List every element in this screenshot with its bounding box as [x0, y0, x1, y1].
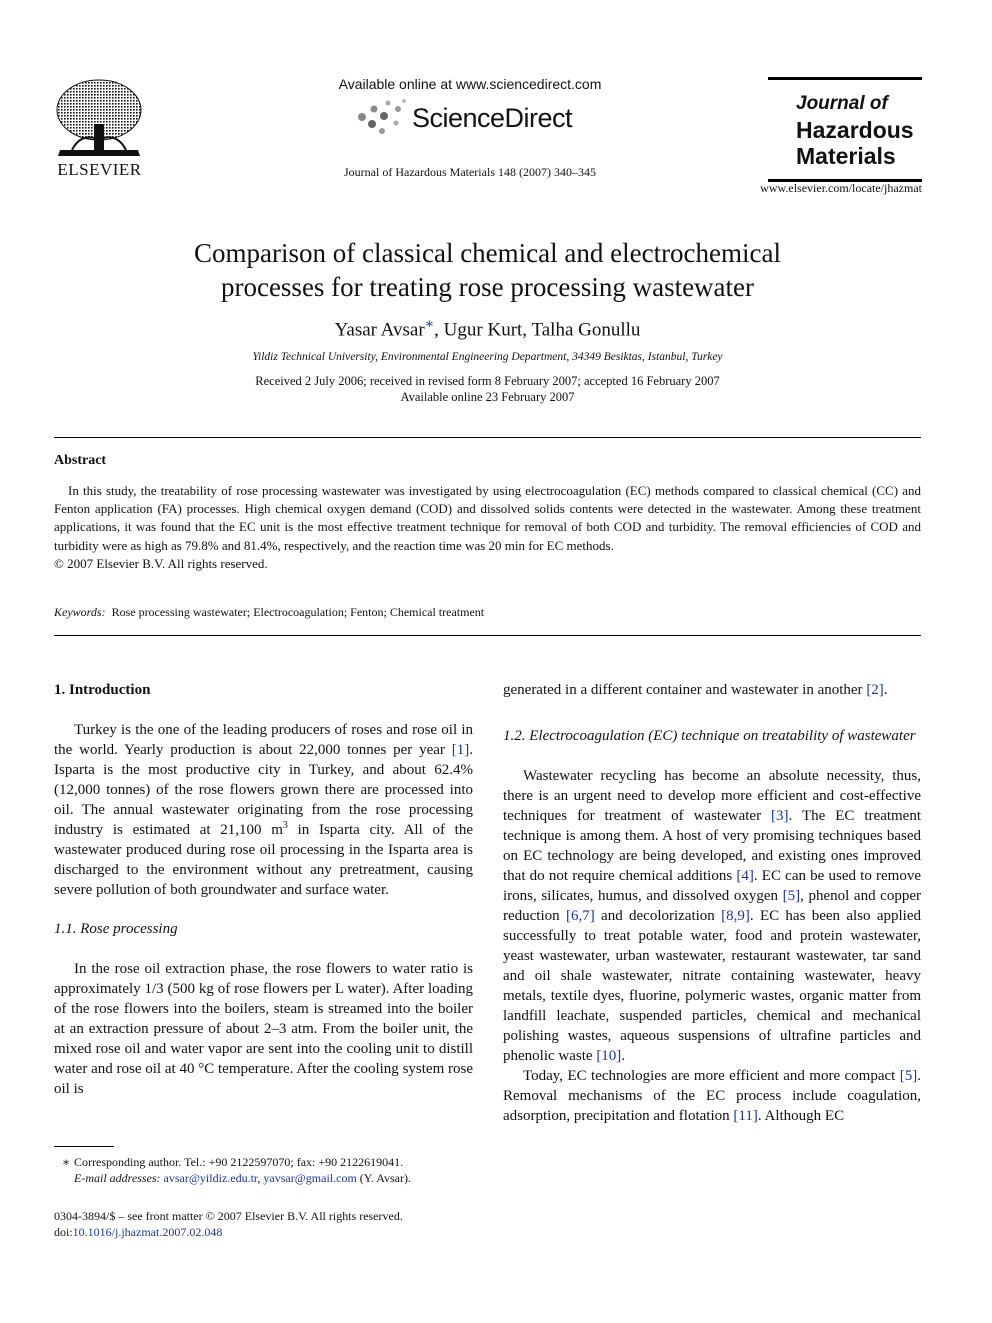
ec-paragraph-1: Wastewater recycling has become an absolute necessity, thus, there is an urgent need to develop more efficient and cost-effective techniques for treatment of wastewater [3]. The EC treatment technique is among them. A host of very promising techniques based on EC technology are being developed, and existing ones improved that do not require chemical additions [4]. EC can be used to remove irons, silicates, humus, and dissolved oxygen [5], phenol and copper reduction [6,7] and decolorization [8,9]. EC has been also applied successfully to treat potable water, food and protein wastewater, yeast wastewater, urban wastewater, restaurant wastewater, tar sand and oil shale wastewater, nitrate containing wastewater, heavy metals, textile dyes, fluorine, polymeric wastes, organic matter from landfill leachate, suspended particles, chemical and mechanical polishing wastes, aqueous suspensions of ultrafine particles and phenolic waste [10].: [503, 768, 922, 1064]
email-link-2[interactable]: yavsar@gmail.com: [263, 1171, 357, 1185]
corresponding-author-note: ∗ Corresponding author. Tel.: +90 2122597070; fax: +90 2122619041.: [62, 1155, 404, 1169]
rose-processing-paragraph: In the rose oil extraction phase, the rose flowers to water ratio is approximately 1/3 (500 kg of rose flowers per L water). After loading of the rose flowers into the boilers, steam is streamed into the boiler at an extraction pressure of about 2–3 atm. From the boiler unit, the mixed rose oil and water vapor are sent into the cooling unit to distill water and rose oil at 40 °C temperature. After the cooling system rose oil is: [54, 961, 473, 1097]
other-authors: , Ugur Kurt, Talha Gonullu: [434, 319, 641, 341]
section-1-heading: 1. Introduction: [54, 682, 151, 698]
article-title: [100, 236, 875, 304]
abstract-heading: Abstract: [54, 453, 107, 468]
available-online-text: Available online at www.sciencedirect.com: [338, 76, 602, 92]
footnote-mark: ∗: [62, 1155, 71, 1169]
author-1: Yasar Avsar: [334, 319, 425, 341]
abstract-copyright: © 2007 Elsevier B.V. All rights reserved.: [54, 555, 268, 571]
sciencedirect-dots-icon: [352, 97, 412, 139]
elsevier-tree-icon: [52, 76, 147, 158]
title-line-2: processes for treating rose processing wastewater: [220, 272, 755, 302]
corresponding-author-mark[interactable]: ∗: [424, 317, 435, 332]
elsevier-logo[interactable]: [52, 76, 147, 180]
right-column: [503, 680, 921, 1126]
journal-title-line2: Hazardous: [796, 117, 914, 143]
left-column: [54, 680, 473, 1099]
intro-paragraph: Turkey is the one of the leading producers of roses and rose oil in the world. Yearly production is about 22,000 tonnes per year [1]. Isparta is the most productive city in Turkey, and about 62.4% (12,000 tonnes) of the rose flowers grown there are processed into oil. The annual wastewater originating from the rose processing industry is estimated at 21,100 $m^3$ in Isparta city. All of the wastewater produced during rose oil processing in the Isparta area is discharged to the environment without any pretreatment, causing severe pollution of both groundwater and surface water.: [54, 722, 473, 898]
citation-6-7[interactable]: [6,7]: [565, 908, 595, 924]
elsevier-wordmark: ELSEVIER: [57, 160, 142, 179]
title-line-1: Comparison of classical chemical and electrochemical: [194, 238, 781, 268]
ec-paragraph-2: Today, EC technologies are more efficient and more compact [5]. Removal mechanisms of the EC process include coagulation, adsorption, precipitation and flotation [11]. Although EC: [503, 1068, 921, 1124]
citation-4[interactable]: [4]: [736, 868, 754, 884]
continued-paragraph: generated in a different container and wastewater in another [2].: [503, 682, 888, 698]
journal-url-link[interactable]: www.elsevier.com/locate/jhazmat: [760, 181, 922, 195]
sciencedirect-wordmark: ScienceDirect: [412, 103, 573, 133]
abstract-body: [54, 482, 921, 573]
citation-11[interactable]: [11]: [733, 1108, 758, 1124]
sciencedirect-logo[interactable]: [352, 97, 592, 139]
journal-title-line1: Journal of: [796, 93, 888, 114]
doi-line: doi:10.1016/j.jhazmat.2007.02.048: [54, 1225, 223, 1239]
journal-title-line3: Materials: [796, 143, 896, 169]
citation-10[interactable]: [10]: [596, 1048, 622, 1064]
journal-logo[interactable]: [760, 77, 922, 195]
keywords-label: Keywords:: [54, 605, 106, 619]
footnote-rule: [54, 1146, 114, 1147]
author-list: [100, 316, 875, 341]
citation-5[interactable]: [5]: [782, 888, 801, 904]
keywords: [54, 605, 921, 620]
citation-2[interactable]: [2]: [866, 682, 884, 698]
front-matter: [54, 1208, 494, 1240]
journal-citation: Journal of Hazardous Materials 148 (2007) 340–345: [344, 165, 596, 179]
issn-line: 0304-3894/$ – see front matter © 2007 Elsevier B.V. All rights reserved.: [54, 1209, 403, 1223]
keywords-list: Rose processing wastewater; Electrocoagulation; Fenton; Chemical treatment: [111, 605, 485, 619]
received-dates: Received 2 July 2006; received in revised form 8 February 2007; accepted 16 February 2007: [255, 374, 720, 388]
citation-3[interactable]: [3]: [771, 808, 789, 824]
affiliation: Yildiz Technical University, Environmental Engineering Department, 34349 Besiktas, Istanbul, Turkey: [252, 351, 723, 363]
abstract-top-rule: [54, 437, 921, 438]
available-date: Available online 23 February 2007: [400, 390, 575, 404]
doi-link[interactable]: 10.1016/j.jhazmat.2007.02.048: [72, 1225, 223, 1239]
email-link-1[interactable]: avsar@yildiz.edu.tr: [163, 1171, 258, 1185]
section-1-2-heading: 1.2. Electrocoagulation (EC) technique on treatability of wastewater: [503, 728, 916, 744]
citation-5b[interactable]: [5]: [899, 1068, 918, 1084]
abstract-text: In this study, the treatability of rose processing wastewater was investigated by using electrocoagulation (EC) methods compared to classical chemical (CC) and Fenton application (FA) processes. High chemical oxygen demand (COD) and dissolved solids contents were detected in the wastewater. Among these treatment applications, it was found that the EC unit is the most effective treatment technique for removal of both COD and turbidity. The removal efficiencies of COD and turbidity were as high as 79.8% and 81.4%, respectively, and the reaction time was 20 min for EC methods.: [54, 483, 921, 553]
abstract-bottom-rule: [54, 635, 921, 636]
footnote: [54, 1154, 494, 1186]
email-note: E-mail addresses: avsar@yildiz.edu.tr, yavsar@gmail.com (Y. Avsar).: [74, 1171, 411, 1185]
section-1-1-heading: 1.1. Rose processing: [54, 921, 178, 937]
citation-8-9[interactable]: [8,9]: [721, 908, 750, 924]
citation-1[interactable]: [1]: [451, 742, 470, 758]
